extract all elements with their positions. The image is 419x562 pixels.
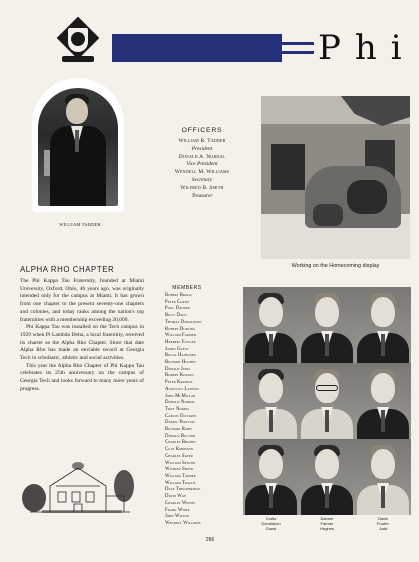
officer-title: Secretary <box>191 176 213 183</box>
officer-title: Treasurer <box>191 192 213 199</box>
member-photo <box>243 439 299 515</box>
member-name: Wilfred Smith <box>165 467 193 473</box>
member-name: William Farmer <box>165 333 196 339</box>
member-name: Donald Judd <box>165 366 190 372</box>
officer-name: William R. Tadder <box>178 138 226 144</box>
member-name: Frank White <box>165 507 190 513</box>
member-photo <box>299 439 355 515</box>
member-name: David Way <box>165 494 187 500</box>
member-name: Paul Danner <box>165 306 190 312</box>
member-name: Charles Rhodes <box>165 440 196 446</box>
member-name: Augustus Lanyon <box>165 386 199 392</box>
homecoming-caption: Working on the Homecoming display <box>291 263 380 269</box>
officer-name: Donald A. Nordal <box>178 153 226 160</box>
member-photo <box>355 439 411 515</box>
member-photo-grid <box>243 287 411 514</box>
chapter-paragraph: This year the Alpha Rho Chapter of Phi Kappa Tau celebrates its 25th anniversary on the campus of Georgia Tech and looks forward to many more years of progress. <box>20 362 144 392</box>
member-name: Donald Ricchio <box>165 433 196 439</box>
member-name: Robert Durling <box>165 326 196 332</box>
member-name: Herbert Fowler <box>165 339 196 345</box>
member-photo <box>299 287 355 363</box>
member-name: William Sexton <box>165 460 196 466</box>
member-name: Wendell Williams <box>165 520 201 526</box>
member-name: William Tadder <box>165 473 196 479</box>
member-name: Clay Robinson <box>165 447 194 453</box>
chapter-paragraph: Phi Kappa Tau was installed on the Tech campus in 1929 when Pi Lambda Delta, a local fraternity, received its charter as the Alpha Rho Chapter. Since that date Alpha Rho has made an enviable record at Georgia Tech in scholastic, athletic and social activities. <box>20 324 144 362</box>
member-name: John McMillan <box>165 393 196 399</box>
member-name: Charles Sayer <box>165 453 193 459</box>
member-photo <box>243 287 299 363</box>
officer-title: Vice President <box>186 161 218 168</box>
member-name: Thomas Donaldson <box>165 319 202 325</box>
member-name: Robert Brock <box>165 293 192 298</box>
chapter-title: ALPHA RHO CHAPTER <box>20 265 115 274</box>
officer-title: President <box>191 145 213 152</box>
chapter-house-drawing <box>20 456 136 518</box>
page-title: Phi <box>314 30 419 66</box>
officer-name: Wilfred B. Smith <box>180 184 224 191</box>
member-name: Peter Curtis <box>165 299 190 305</box>
officers-heading: OFFICERS <box>181 127 223 134</box>
chapter-body <box>20 278 144 394</box>
member-name: Daniel Percival <box>165 420 196 426</box>
photo-column-caption: Curtis Donaldson Guest <box>261 516 281 531</box>
member-name: Robert Keaton <box>165 373 194 379</box>
member-name: Carlos Olivares <box>165 413 197 419</box>
member-photo <box>355 363 411 439</box>
homecoming-photo <box>261 96 410 259</box>
member-name: Regal Haselden <box>165 353 196 359</box>
member-name: Richard Rahn <box>165 427 192 433</box>
officer-name: Wendell M. Williams <box>174 169 230 176</box>
member-name: Dale Throwbridge <box>165 487 201 493</box>
member-name: Troy Norris <box>165 406 189 412</box>
member-name: Billy Davis <box>165 313 188 319</box>
member-photo <box>299 363 355 439</box>
member-photo <box>243 363 299 439</box>
fraternity-crest-icon <box>60 20 96 66</box>
portrait-caption: WILLIAM TADDER <box>59 222 101 227</box>
member-name: Charles Weems <box>165 500 195 506</box>
member-name: John Wilson <box>165 514 189 520</box>
members-heading: MEMBERS <box>172 285 202 291</box>
members-list <box>165 293 239 528</box>
officers-block <box>150 127 254 200</box>
member-photo <box>355 287 411 363</box>
photo-column-caption: Davis Fowler Judd <box>376 516 389 531</box>
member-name: Peter Kranick <box>165 380 193 386</box>
photo-column-caption: Danner Farmer Hughes <box>320 516 334 531</box>
member-name: Richard Hughes <box>165 360 196 366</box>
member-name: Donald Nordal <box>165 400 196 406</box>
president-portrait <box>32 78 124 212</box>
page-number: 266 <box>205 537 215 543</box>
member-name: William Teague <box>165 480 196 486</box>
member-name: James Guest <box>165 346 189 352</box>
chapter-paragraph: The Phi Kappa Tau Fraternity, founded at Miami University, Oxford, Ohio, 46 years ago, was originally intended only for the campus at Miami. It has grown from one chapter to the present seventy-one chapters and colonies, and today ranks among the nation's top fraternities with a membership exceeding 20,000. <box>20 278 144 323</box>
